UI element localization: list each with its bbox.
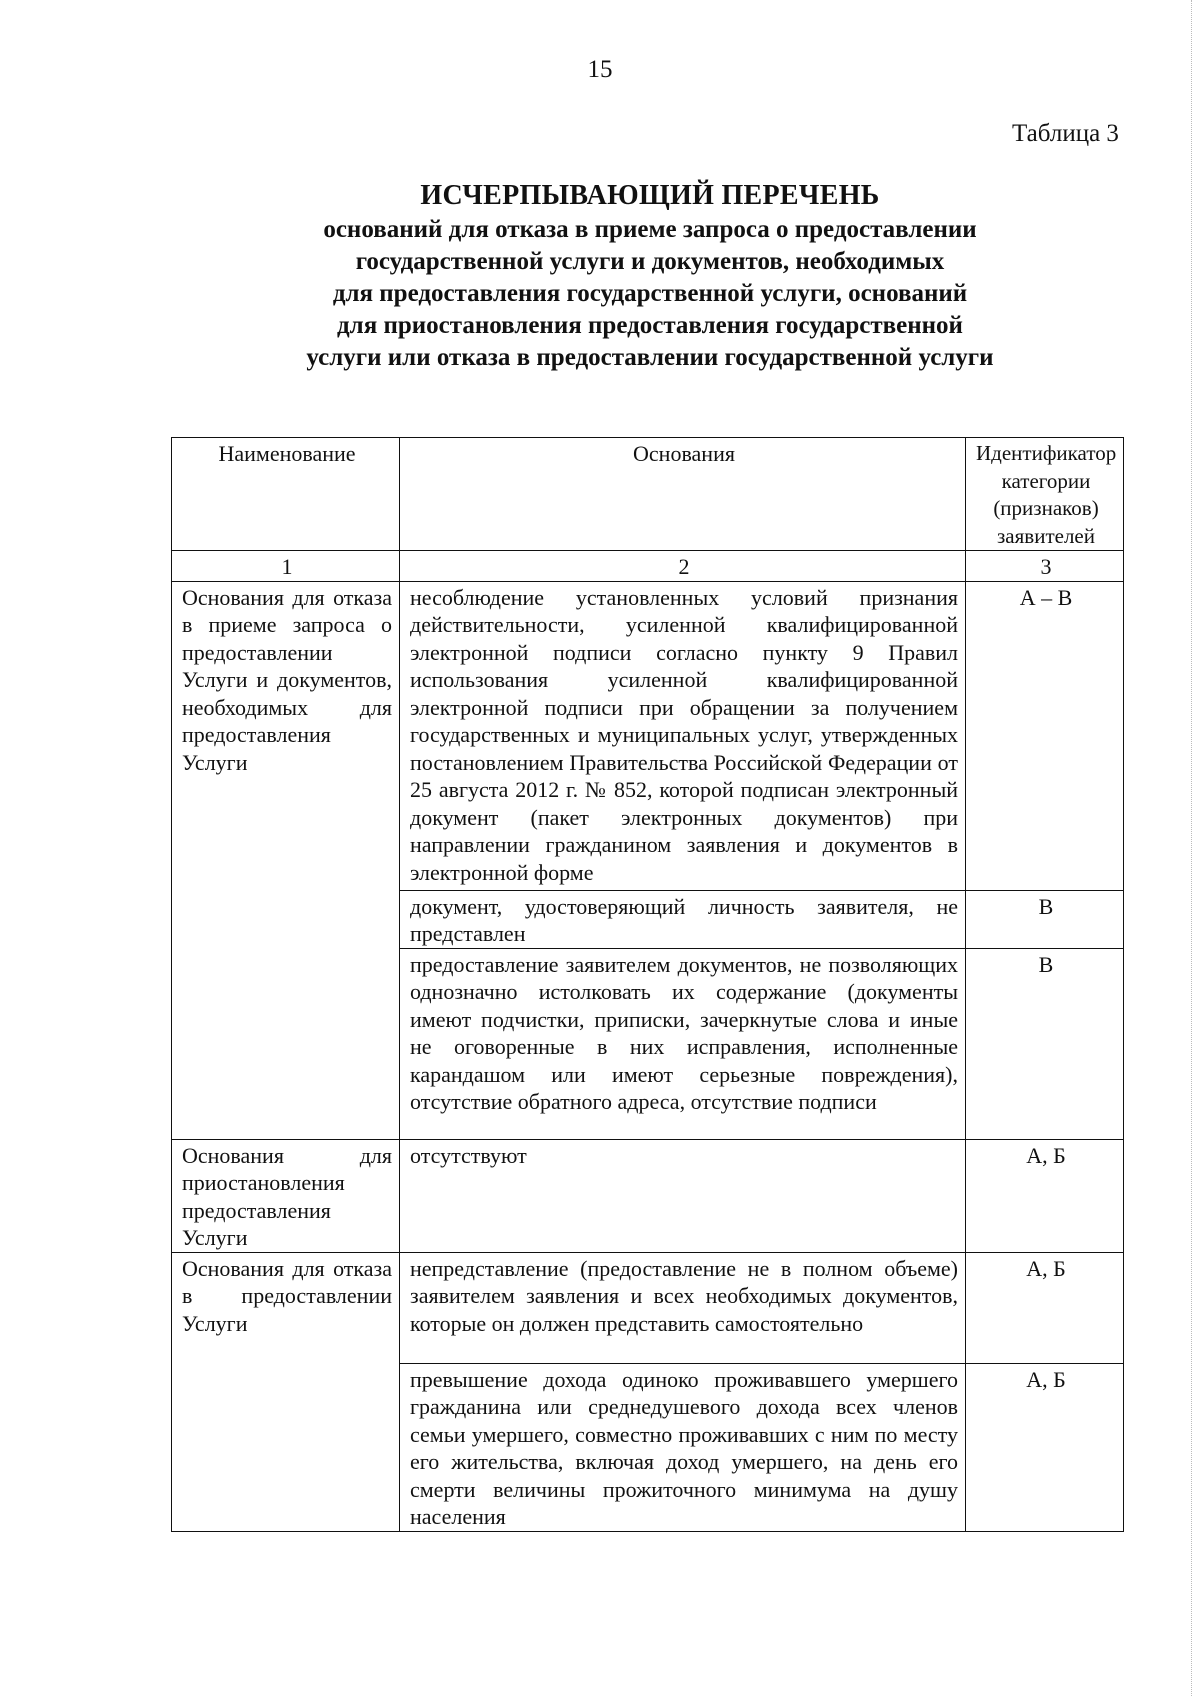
title-line: для приостановления предоставления государственной [337, 312, 963, 339]
group-name-refusal-service: Основания для отказа в предоставлении Услуги [172, 1252, 400, 1531]
title-main: ИСЧЕРПЫВАЮЩИЙ ПЕРЕЧЕНЬ [420, 180, 880, 211]
category-cell: В [966, 948, 1124, 1139]
basis-cell: превышение дохода одиноко проживавшего умершего гражданина или среднедушевого дохода всех членов семьи умершего, совместно проживавших с ним по месту его жительства, включая доход умершего, на день его смерти величины прожиточного минимума на душу населения [400, 1363, 966, 1531]
basis-cell: предоставление заявителем документов, не позволяющих однозначно истолковать их содержание (документы имеют подчистки, приписки, зачеркнутые слова и иные не оговоренные в них исправления, исполненные карандашом или имеют серьезные повреждения), отсутствие обратного адреса, отсутствие подписи [400, 948, 966, 1139]
column-number: 3 [966, 551, 1124, 582]
table-header-row [172, 438, 1124, 551]
column-number: 2 [400, 551, 966, 582]
page-edge-line [1189, 0, 1192, 1696]
group-name-refusal-acceptance: Основания для отказа в приеме запроса о предоставлении Услуги и документов, необходимых для предоставления Услуги [172, 581, 400, 1139]
header-name: Наименование [172, 438, 400, 551]
table-row [172, 1252, 1124, 1363]
title-line: государственной услуги и документов, необходимых [355, 248, 945, 275]
category-cell: А, Б [966, 1139, 1124, 1252]
table-row [172, 581, 1124, 890]
basis-cell: несоблюдение установленных условий признания действительности, усиленной квалифицированной электронной подписи согласно пункту 9 Правил использования усиленной квалифицированной электронной подписи при обращении за получением государственных и муниципальных услуг, утвержденных постановлением Правительства Российской Федерации от 25 августа 2012 г. № 852, которой подписан электронный документ (пакет электронных документов) при направлении гражданином заявления и документов в электронной форме [400, 581, 966, 890]
header-grounds: Основания [400, 438, 966, 551]
document-title [150, 178, 1150, 374]
grounds-table [171, 437, 1124, 1532]
header-category: Идентификатор категории (признаков) заявителей [966, 438, 1124, 551]
basis-cell: документ, удостоверяющий личность заявителя, не представлен [400, 890, 966, 948]
category-cell: А – В [966, 581, 1124, 890]
column-number-row [172, 551, 1124, 582]
group-name-suspension: Основания для приостановления предоставления Услуги [172, 1139, 400, 1252]
category-cell: А, Б [966, 1252, 1124, 1363]
table-label: Таблица 3 [1012, 120, 1119, 147]
page-number: 15 [587, 56, 613, 83]
category-cell: А, Б [966, 1363, 1124, 1531]
title-line: услуги или отказа в предоставлении государственной услуги [306, 344, 994, 371]
table-row [172, 1139, 1124, 1252]
basis-cell: непредставление (предоставление не в полном объеме) заявителем заявления и всех необходимых документов, которые он должен представить самостоятельно [400, 1252, 966, 1363]
category-cell: В [966, 890, 1124, 948]
title-line: оснований для отказа в приеме запроса о предоставлении [323, 216, 977, 243]
column-number: 1 [172, 551, 400, 582]
basis-cell: отсутствуют [400, 1139, 966, 1252]
title-line: для предоставления государственной услуги, оснований [332, 280, 968, 307]
